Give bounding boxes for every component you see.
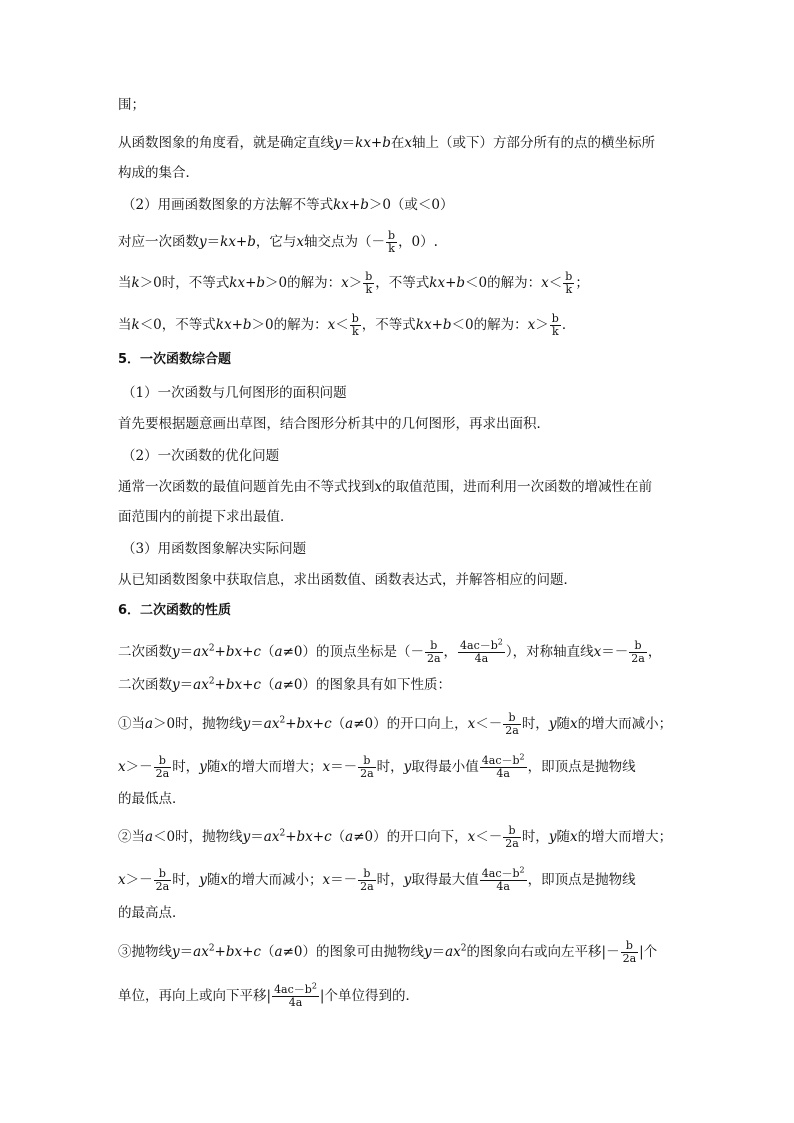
text-line: 当k＜0，不等式kx+b＞0的解为：x＜ $\frac{b}{k}$ ，不等式kx+b＜0的解为：x＞ $\frac{b}{k}$ ． — [118, 312, 576, 338]
fraction: $\frac{b}{k}$ — [551, 312, 559, 338]
text-line: x＞－ $\frac{b}{2a}$ 时，y随x的增大而增大；x＝－ $\frac{b}{2a}$ 时，y取得最小值 $\frac{4ac-b^2}{4a}$ ，即顶点是抛物线 — [118, 752, 636, 780]
fraction: $\frac{4ac-b^2}{4a}$ — [274, 981, 317, 1009]
text-line: 面范围内的前提下求出最值． — [118, 509, 294, 525]
fraction: $\frac{b}{k}$ — [388, 229, 396, 255]
subheading: （2）一次函数的优化问题 — [122, 448, 280, 464]
text-line: 当k＞0时，不等式kx+b＞0的解为：x＞ $\frac{b}{k}$ ，不等式kx+b＜0的解为：x＜ $\frac{b}{k}$ ； — [118, 270, 589, 296]
text-line: （2）用画函数图象的方法解不等式kx+b＞0（或＜0） — [122, 197, 454, 213]
fraction: $\frac{b}{2a}$ — [360, 754, 374, 780]
fraction: $\frac{b}{2a}$ — [505, 711, 519, 737]
text-line: 的最高点． — [118, 905, 186, 921]
text-line: 首先要根据题意画出草图，结合图形分析其中的几何图形，再求出面积． — [118, 416, 550, 432]
text-line: 从已知函数图象中获取信息，求出函数值、函数表达式，并解答相应的问题． — [118, 572, 577, 588]
fraction: $\frac{b}{2a}$ — [631, 639, 645, 665]
fraction: $\frac{b}{2a}$ — [426, 639, 441, 665]
text-line: 通常一次函数的最值问题首先由不等式找到x的取值范围，进而利用一次函数的增减性在前 — [118, 479, 653, 495]
text-line: ②当a＜0时，抛物线$y=ax^2+bx+c(a\ne 0)$的开口向下，x＜－ $\frac{b}{2a}$ 时，y随x的增大而增大； — [118, 824, 673, 850]
text-line: x＞－ $\frac{b}{2a}$ 时，y随x的增大而减小；x＝－ $\frac{b}{2a}$ 时，y取得最大值 $\frac{4ac-b^2}{4a}$ ，即顶点是抛物线 — [118, 865, 636, 893]
section-heading-5: 5．一次函数综合题 — [118, 352, 232, 367]
text-line: 围； — [118, 97, 145, 113]
fraction: $\frac{b}{2a}$ — [360, 867, 374, 893]
text-line: 构成的集合． — [118, 165, 199, 181]
text-line: 二次函数$y=ax^2+bx+c(a\ne 0)$的顶点坐标是（－ $\frac{b}{2a}$ ， $\frac{4ac-b^2}{4a}$ ），对称轴直线x＝－ $\frac{b}{2a}$ ， — [118, 637, 662, 665]
text-line: ①当a＞0时，抛物线$y=ax^2+bx+c(a\ne 0)$的开口向上，x＜－ $\frac{b}{2a}$ 时，y随x的增大而减小； — [118, 711, 673, 737]
text-line: 从函数图象的角度看，就是确定直线y＝kx+b在x轴上（或下）方部分所有的点的横坐标所 — [118, 135, 656, 151]
fraction: $\frac{b}{k}$ — [365, 270, 373, 296]
subheading: （1）一次函数与几何图形的面积问题 — [122, 385, 347, 401]
fraction: $\frac{b}{2a}$ — [155, 867, 170, 893]
fraction: $\frac{b}{2a}$ — [155, 754, 170, 780]
text-line: 的最低点． — [118, 791, 186, 807]
fraction: $\frac{4ac-b^2}{4a}$ — [481, 865, 525, 893]
fraction: $\frac{b}{2a}$ — [505, 824, 519, 850]
text-line: ③抛物线$y=ax^2+bx+c(a\ne 0)$的图象可由抛物线$y=ax^2$的图象向右或向左平移|－ $\frac{b}{2a}$ |个 — [118, 939, 658, 965]
fraction: $\frac{4ac-b^2}{4a}$ — [460, 637, 503, 665]
fraction: $\frac{b}{k}$ — [351, 312, 359, 338]
fraction: $\frac{4ac-b^2}{4a}$ — [481, 752, 525, 780]
fraction: $\frac{b}{k}$ — [565, 270, 573, 296]
text-line: 对应一次函数y＝kx+b，它与x轴交点为（－ $\frac{b}{k}$ ，0）. — [118, 229, 438, 255]
fraction: $\frac{b}{2a}$ — [622, 939, 637, 965]
subheading: （3）用函数图象解决实际问题 — [122, 541, 307, 557]
section-heading-6: 6．二次函数的性质 — [118, 603, 232, 618]
text-line: 单位，再向上或向下平移| $\frac{4ac-b^2}{4a}$ |个单位得到的． — [118, 981, 419, 1009]
text-line: 二次函数$y=ax^2+bx+c(a\ne 0)$的图象具有如下性质： — [118, 676, 451, 693]
